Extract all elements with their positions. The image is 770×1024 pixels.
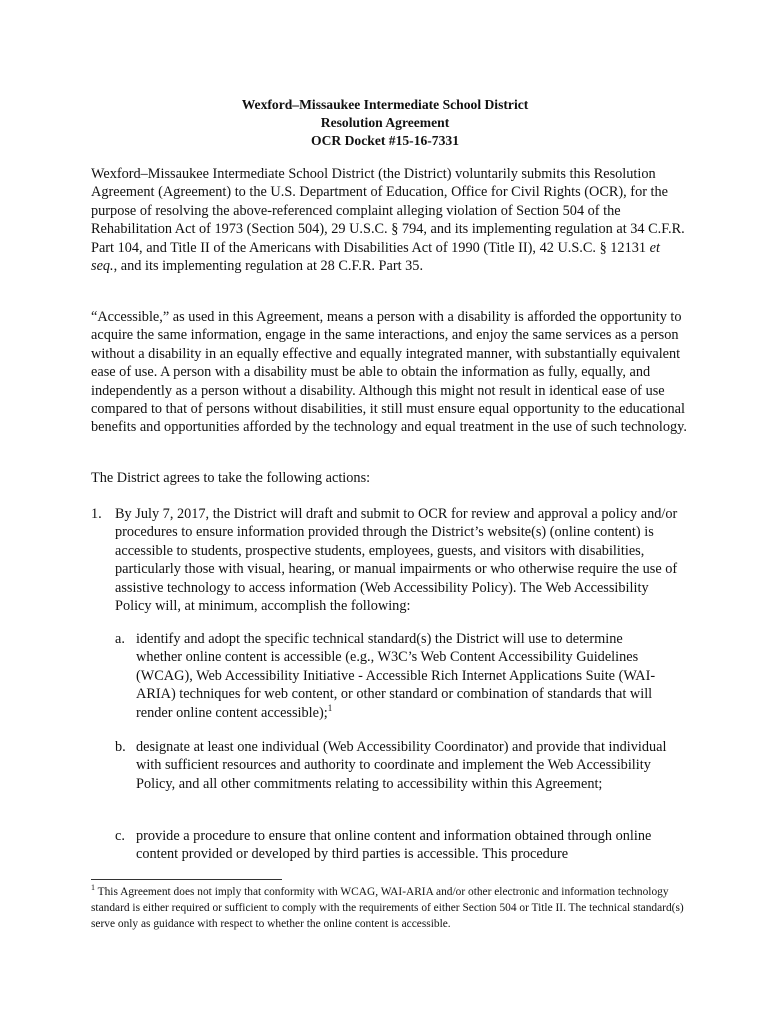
sub-list-item-text: designate at least one individual (Web Accessibility Coordinator) and provide that individual with sufficient resources and authority to coordinate and implement the Web Accessibility Policy, and all other commitments relating to accessibility within this Agreement; xyxy=(136,739,667,792)
sub-list-item-marker: b. xyxy=(115,739,126,755)
footnote-text: This Agreement does not imply that conformity with WCAG, WAI-ARIA and/or other electronic and information technology standard is either required or sufficient to comply with the requirements of either Section 504 or Title II. The technical standard(s) serve only as guidance with respect to whether the online content is accessible. xyxy=(91,886,684,930)
intro-text-end: , and its implementing regulation at 28 C.F.R. Part 35. xyxy=(113,258,424,275)
list-item-marker: 1. xyxy=(91,506,102,522)
intro-text: Wexford–Missaukee Intermediate School District (the District) voluntarily submits this Resolution Agreement (Agreement) to the U.S. Department of Education, Office for Civil Rights (OCR), for the purpose of resolving the above-referenced complaint alleging violation of Section 504 of the Rehabilitation Act of 1973 (Section 504), 29 U.S.C. § 794, and its implementing regulation at 34 C.F.R. Part 104, and Title II of the Americans with Disabilities Act of 1990 (Title II), 42 U.S.C. § 12131 xyxy=(91,166,685,256)
intro-italic-text: et seq. xyxy=(91,239,660,275)
sub-list-item-text: identify and adopt the specific technical standard(s) the District will use to determine whether online content is accessible (e.g., W3C’s Web Content Accessibility Guidelines (WCAG), Web Accessibility Initiative - Accessible Rich Internet Applications Suite (WAI-ARIA) techniques for web content, or other standard or combination of standards that will render online content accessible); xyxy=(136,631,656,721)
document-header xyxy=(0,96,770,150)
intro-paragraph xyxy=(91,165,687,275)
sub-list-item-marker: c. xyxy=(115,828,125,844)
sub-list-item-marker: a. xyxy=(115,631,125,647)
list-item-text: By July 7, 2017, the District will draft and submit to OCR for review and approval a policy and/or procedures to ensure information provided through the District’s website(s) (online content) is accessible to students, prospective students, employees, guests, and visitors with disabilities, particularly those with visual, hearing, or manual impairments or who otherwise require the use of assistive technology to access information (Web Accessibility Policy). The Web Accessibility Policy will, at minimum, accomplish the following: xyxy=(115,506,678,615)
sub-list-item-body xyxy=(136,630,671,722)
docket-number: OCR Docket #15-16-7331 xyxy=(311,133,459,148)
footnote-divider xyxy=(91,879,282,880)
agrees-paragraph: The District agrees to take the following actions: xyxy=(91,470,371,486)
footnote-number: 1 xyxy=(91,883,95,893)
agreement-title: Resolution Agreement xyxy=(320,115,450,130)
district-title: Wexford–Missaukee Intermediate School District xyxy=(241,97,529,112)
footnote xyxy=(91,884,691,932)
sub-list-item-text: provide a procedure to ensure that online content and information obtained through online content provided or developed by third parties is accessible. This procedure xyxy=(136,828,652,863)
footnote-reference: 1 xyxy=(327,702,333,713)
accessible-definition-paragraph: “Accessible,” as used in this Agreement, means a person with a disability is afforded the opportunity to acquire the same information, engage in the same interactions, and enjoy the same services as a person without a disability in an equally effective and equally integrated manner, with substantially equivalent ease of use. A person with a disability must be able to obtain the information as fully, equally, and independently as a person without a disability. Although this might not result in identical ease of use compared to that of persons without disabilities, it still must ensure equal opportunity to the educational benefits and opportunities afforded by the technology and equal treatment in the use of such technology. xyxy=(91,309,687,436)
